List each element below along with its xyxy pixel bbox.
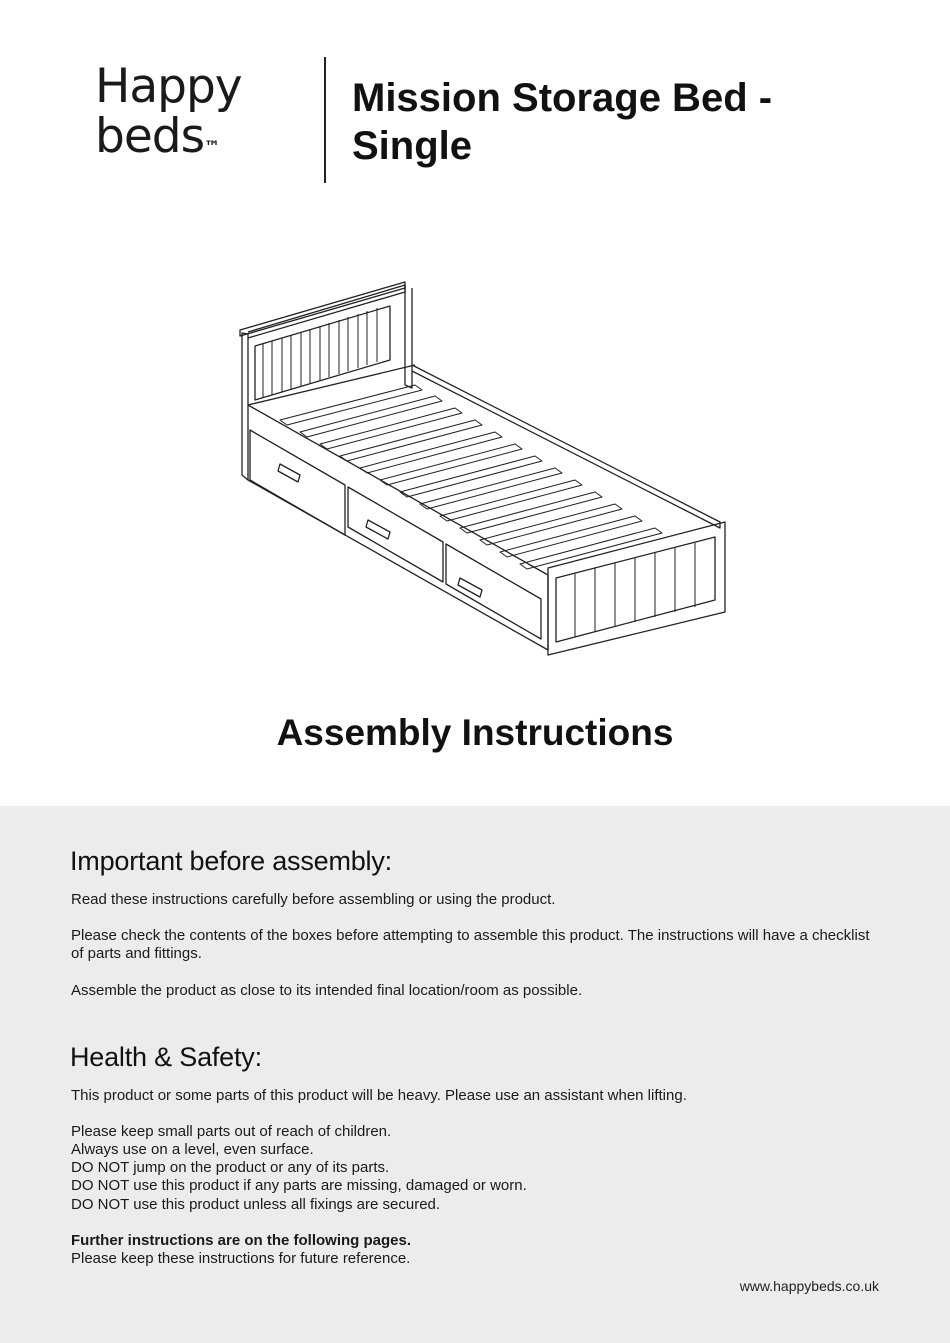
logo-line-2 [95, 109, 295, 164]
important-paragraph: Read these instructions carefully before assembling or using the product. [71, 891, 556, 908]
safety-heading: Health & Safety: [70, 1042, 262, 1072]
trademark-symbol: ™ [204, 137, 220, 156]
safety-item: DO NOT use this product if any parts are missing, damaged or worn. [71, 1177, 527, 1194]
website-link[interactable]: www.happybeds.co.uk [739, 1278, 879, 1294]
logo-beds-text: beds [95, 109, 205, 164]
further-instructions-note: Further instructions are on the following pages. [71, 1232, 412, 1249]
happy-beds-logo [95, 59, 295, 177]
logo-line-1: Happy [95, 59, 242, 114]
safety-item: DO NOT jump on the product or any of its parts. [71, 1159, 390, 1176]
safety-item: DO NOT use this product unless all fixings are secured. [71, 1196, 441, 1213]
important-heading: Important before assembly: [70, 846, 392, 876]
keep-instructions-note: Please keep these instructions for future reference. [71, 1250, 411, 1267]
header-divider [324, 57, 326, 183]
safety-item: Always use on a level, even surface. [71, 1141, 314, 1158]
important-paragraph: Please check the contents of the boxes before attempting to assemble this product. The instructions will have a checklist of parts and fittings. [71, 927, 870, 962]
header [0, 0, 950, 200]
document-subtitle: Assembly Instructions [276, 712, 674, 753]
safety-item: Please keep small parts out of reach of children. [71, 1123, 392, 1140]
product-title: Mission Storage Bed - Single [352, 76, 773, 168]
safety-intro: This product or some parts of this product will be heavy. Please use an assistant when lifting. [71, 1087, 687, 1104]
important-paragraph: Assemble the product as close to its intended final location/room as possible. [71, 982, 583, 999]
bed-illustration [200, 270, 760, 670]
